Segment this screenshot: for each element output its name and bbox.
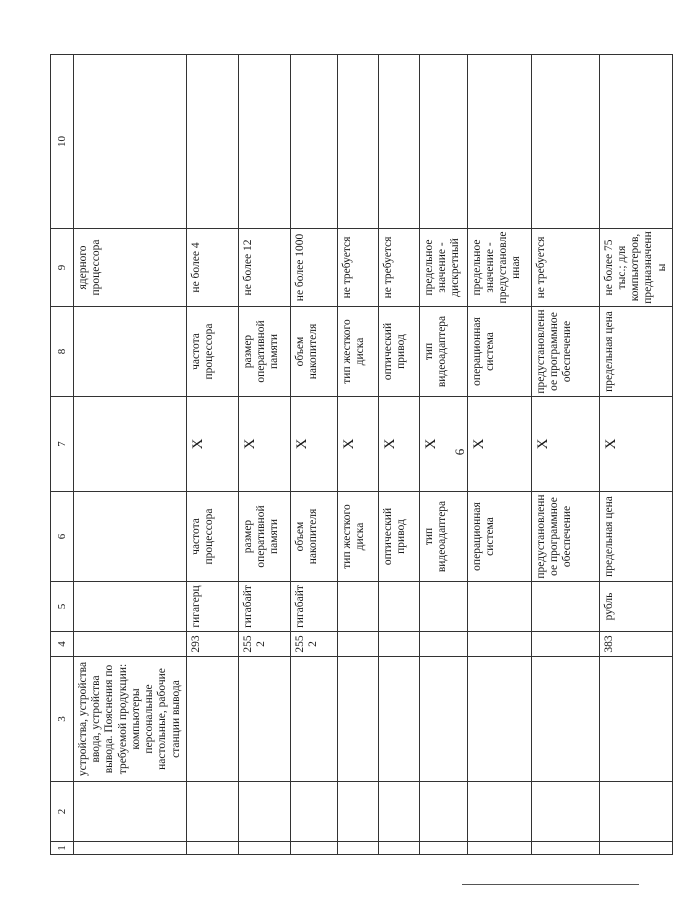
characteristic-cell: предельная цена bbox=[599, 307, 672, 397]
characteristic-cell: оптический привод bbox=[378, 307, 419, 397]
product-name-cell bbox=[599, 657, 672, 782]
okei-code-cell bbox=[531, 632, 599, 657]
unit-cell bbox=[337, 582, 378, 632]
group-cell bbox=[337, 782, 378, 842]
characteristic-cell: оптический привод bbox=[378, 492, 419, 582]
characteristic-cell: операционная система bbox=[467, 492, 531, 582]
okei-code-cell bbox=[74, 632, 187, 657]
product-name-cell bbox=[531, 657, 599, 782]
product-name-cell bbox=[467, 657, 531, 782]
characteristic-cell: объем накопителя bbox=[290, 492, 337, 582]
notes-cell bbox=[467, 55, 531, 229]
row-number-cell bbox=[290, 842, 337, 855]
column-number: 4 bbox=[51, 632, 74, 657]
characteristic-cell: тип видеоадаптера bbox=[419, 492, 467, 582]
characteristic-cell: тип жесткого диска bbox=[337, 492, 378, 582]
unit-cell bbox=[74, 582, 187, 632]
value-cell: X bbox=[599, 397, 672, 492]
group-cell bbox=[531, 782, 599, 842]
limit-value-cell: не более 1000 bbox=[290, 229, 337, 307]
row-number-cell bbox=[186, 842, 238, 855]
row-number-cell bbox=[238, 842, 290, 855]
product-name-cell bbox=[290, 657, 337, 782]
limit-value-cell: не требуется bbox=[337, 229, 378, 307]
okei-code-cell: 2552 bbox=[238, 632, 290, 657]
value-cell: X bbox=[337, 397, 378, 492]
value-cell: X bbox=[467, 397, 531, 492]
limit-value-cell: не требуется bbox=[378, 229, 419, 307]
table-row bbox=[238, 55, 290, 855]
characteristic-cell: размер оперативной памяти bbox=[238, 492, 290, 582]
group-cell bbox=[467, 782, 531, 842]
product-name-cell bbox=[337, 657, 378, 782]
value-cell: X bbox=[378, 397, 419, 492]
okei-code-cell: 2552 bbox=[290, 632, 337, 657]
characteristic-cell: объем накопителя bbox=[290, 307, 337, 397]
table-row bbox=[531, 55, 599, 855]
limit-value-cell: предельное значение - дискретный bbox=[419, 229, 467, 307]
page-number: 6 bbox=[452, 448, 467, 456]
column-number-row bbox=[51, 55, 74, 855]
row-number-cell bbox=[531, 842, 599, 855]
unit-cell bbox=[467, 582, 531, 632]
limit-value-cell: не более 12 bbox=[238, 229, 290, 307]
characteristic-cell bbox=[74, 307, 187, 397]
limit-value-cell: предельное значение - предустановленная bbox=[467, 229, 531, 307]
unit-cell: гигабайт bbox=[238, 582, 290, 632]
characteristic-cell: предустановленное программное обеспечение bbox=[531, 307, 599, 397]
characteristic-cell: частота процессора bbox=[186, 492, 238, 582]
value-cell: X bbox=[238, 397, 290, 492]
table-row bbox=[419, 55, 467, 855]
notes-cell bbox=[186, 55, 238, 229]
okei-code-cell bbox=[467, 632, 531, 657]
row-number-cell bbox=[74, 842, 187, 855]
product-name-cell bbox=[238, 657, 290, 782]
notes-cell bbox=[74, 55, 187, 229]
okei-code-cell: 383 bbox=[599, 632, 672, 657]
notes-cell bbox=[599, 55, 672, 229]
column-number: 10 bbox=[51, 55, 74, 229]
table-row bbox=[467, 55, 531, 855]
value-cell: X bbox=[290, 397, 337, 492]
table-row bbox=[337, 55, 378, 855]
characteristic-cell: частота процессора bbox=[186, 307, 238, 397]
table-row bbox=[599, 55, 672, 855]
characteristic-cell: тип видеоадаптера bbox=[419, 307, 467, 397]
group-cell bbox=[378, 782, 419, 842]
column-number: 7 bbox=[51, 397, 74, 492]
notes-cell bbox=[419, 55, 467, 229]
row-number-cell bbox=[599, 842, 672, 855]
column-number: 9 bbox=[51, 229, 74, 307]
row-number-cell bbox=[419, 842, 467, 855]
footnote-rule bbox=[462, 884, 639, 885]
group-cell bbox=[238, 782, 290, 842]
group-cell bbox=[186, 782, 238, 842]
column-number: 5 bbox=[51, 582, 74, 632]
value-cell: X bbox=[531, 397, 599, 492]
okei-code-cell bbox=[337, 632, 378, 657]
characteristic-cell: операционная система bbox=[467, 307, 531, 397]
table-row bbox=[290, 55, 337, 855]
group-cell bbox=[419, 782, 467, 842]
notes-cell bbox=[238, 55, 290, 229]
product-name-cell: устройства, устройства ввода, устройства вывода. Пояснения по требуемой продукции: компьютеры персональные настольные, рабочие станции вывода bbox=[74, 657, 187, 782]
column-number: 6 bbox=[51, 492, 74, 582]
group-cell bbox=[290, 782, 337, 842]
product-name-cell bbox=[186, 657, 238, 782]
notes-cell bbox=[290, 55, 337, 229]
product-name-cell bbox=[378, 657, 419, 782]
product-name-cell bbox=[419, 657, 467, 782]
value-cell bbox=[74, 397, 187, 492]
notes-cell bbox=[378, 55, 419, 229]
okei-code-cell bbox=[419, 632, 467, 657]
row-number-cell bbox=[378, 842, 419, 855]
characteristic-cell bbox=[74, 492, 187, 582]
unit-cell: гигагерц bbox=[186, 582, 238, 632]
column-number: 8 bbox=[51, 307, 74, 397]
okei-code-cell bbox=[378, 632, 419, 657]
column-number: 3 bbox=[51, 657, 74, 782]
notes-cell bbox=[337, 55, 378, 229]
value-cell: X bbox=[186, 397, 238, 492]
table-row bbox=[74, 55, 187, 855]
limit-value-cell: не требуется bbox=[531, 229, 599, 307]
characteristic-cell: тип жесткого диска bbox=[337, 307, 378, 397]
value-cell: X bbox=[419, 397, 467, 492]
characteristic-cell: предельная цена bbox=[599, 492, 672, 582]
group-cell bbox=[599, 782, 672, 842]
rotated-table-container bbox=[50, 55, 668, 855]
characteristic-cell: предустановленное программное обеспечение bbox=[531, 492, 599, 582]
row-number-cell bbox=[467, 842, 531, 855]
table-row bbox=[186, 55, 238, 855]
notes-cell bbox=[531, 55, 599, 229]
column-number: 2 bbox=[51, 782, 74, 842]
column-number: 1 bbox=[51, 842, 74, 855]
unit-cell: гигабайт bbox=[290, 582, 337, 632]
unit-cell: рубль bbox=[599, 582, 672, 632]
group-cell bbox=[74, 782, 187, 842]
unit-cell bbox=[378, 582, 419, 632]
row-number-cell bbox=[337, 842, 378, 855]
okei-code-cell: 293 bbox=[186, 632, 238, 657]
characteristic-cell: размер оперативной памяти bbox=[238, 307, 290, 397]
limit-value-cell: не более 75 тыс.; для компьютеров, предназначенны bbox=[599, 229, 672, 307]
spec-table bbox=[50, 54, 673, 855]
table-row bbox=[378, 55, 419, 855]
unit-cell bbox=[419, 582, 467, 632]
limit-value-cell: не более 4 bbox=[186, 229, 238, 307]
limit-value-cell: ядерного процессора bbox=[74, 229, 187, 307]
unit-cell bbox=[531, 582, 599, 632]
